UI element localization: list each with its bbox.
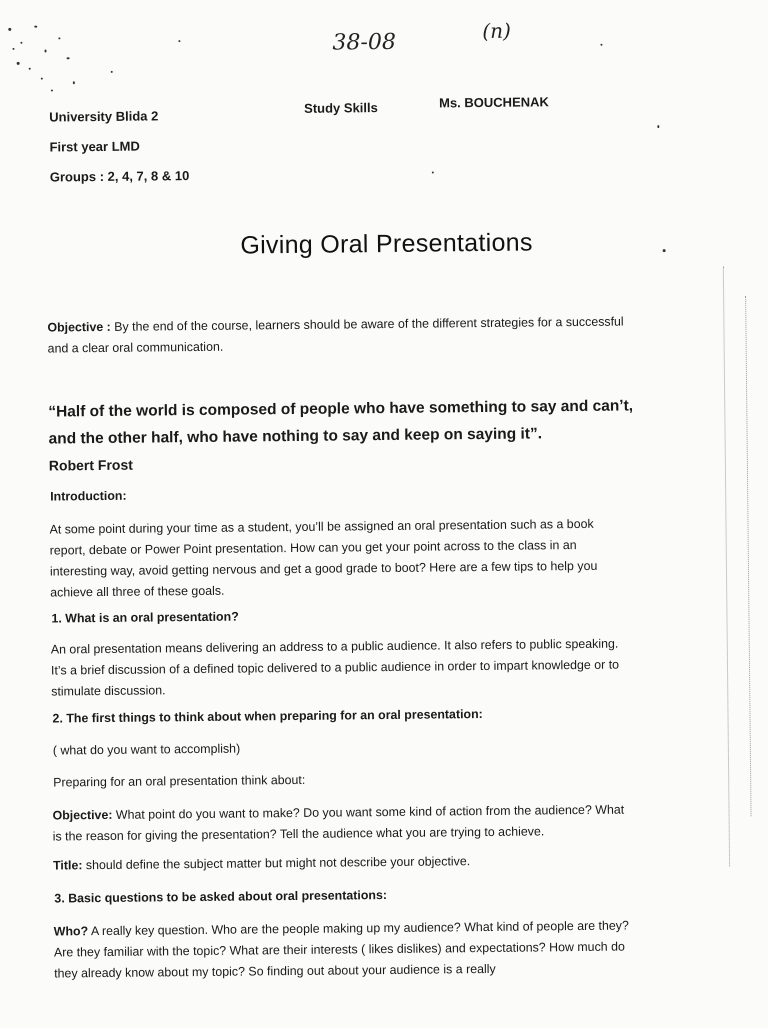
section2-title-text: should define the subject matter but might not describe your objective. — [82, 854, 471, 873]
objective-label: Objective : — [47, 319, 111, 335]
handwritten-mark: (n) — [482, 18, 511, 43]
section2-intro: Preparing for an oral presentation think about: — [53, 772, 306, 790]
section1-paragraph: An oral presentation means delivering an address to a public audience. It also refers to public speaking. It’s a brief discussion of a defined topic delivered to a public audience in order to impart knowledge or to stimulate discussion. — [50, 636, 620, 699]
header-groups: Groups : 2, 4, 7, 8 & 10 — [49, 168, 190, 185]
quote-text: “Half of the world is composed of people who have something to say and can’t, and the other half, who have nothing to say and keep on saying it”. — [48, 397, 634, 448]
introduction-paragraph: At some point during your time as a student, you’ll be assigned an oral presentation such as a book report, debate or Power Point presentation. How can you get your point across to the class in an interesting way, avoid getting nervous and get a good grade to boot? Here are a few tips to help you achieve all three of these goals. — [49, 516, 598, 600]
header-course: Study Skills — [304, 100, 378, 116]
section3-who-text: A really key question. Who are the people making up my audience? What kind of people are they? Are they familiar with the topic? What are their interests ( likes dislikes) and expectations? How much do they already know about my topic? So finding out about your audience is a really — [53, 918, 629, 981]
page-title: Giving Oral Presentations — [240, 228, 533, 260]
header-teacher: Ms. BOUCHENAK — [439, 94, 549, 111]
section2-title-paragraph — [53, 849, 633, 876]
header-institution: University Blida 2 — [49, 108, 159, 125]
scan-noise — [0, 0, 768, 4]
section2-subheading: ( what do you want to accomplish) — [52, 741, 241, 758]
scan-edge-line — [723, 266, 730, 866]
section2-objective-text: What point do you want to make? Do you want some kind of action from the audience? What is the reason for giving the presentation? Tell the audience what you are trying to achieve. — [52, 802, 625, 844]
section2-title-label: Title: — [52, 858, 83, 873]
section2-objective-label: Objective: — [52, 807, 113, 823]
quote-block — [48, 392, 649, 479]
quote-author: Robert Frost — [48, 456, 133, 474]
section3-heading: 3. Basic questions to be asked about oral presentations: — [54, 888, 388, 906]
handwritten-date: 38-08 — [332, 29, 396, 56]
objective-paragraph — [47, 311, 627, 359]
header-year: First year LMD — [49, 138, 140, 155]
section1-heading: 1. What is an oral presentation? — [51, 609, 239, 626]
scan-edge-line — [745, 296, 751, 816]
objective-text: By the end of the course, learners should be aware of the different strategies for a successful and a clear oral communication. — [47, 314, 624, 356]
section2-heading: 2. The first things to think about when preparing for an oral presentation: — [52, 707, 483, 726]
introduction-heading: Introduction: — [50, 488, 127, 504]
section3-who-label: Who? — [53, 924, 89, 939]
section2-objective-paragraph — [52, 799, 632, 847]
section3-who-paragraph — [54, 915, 635, 984]
